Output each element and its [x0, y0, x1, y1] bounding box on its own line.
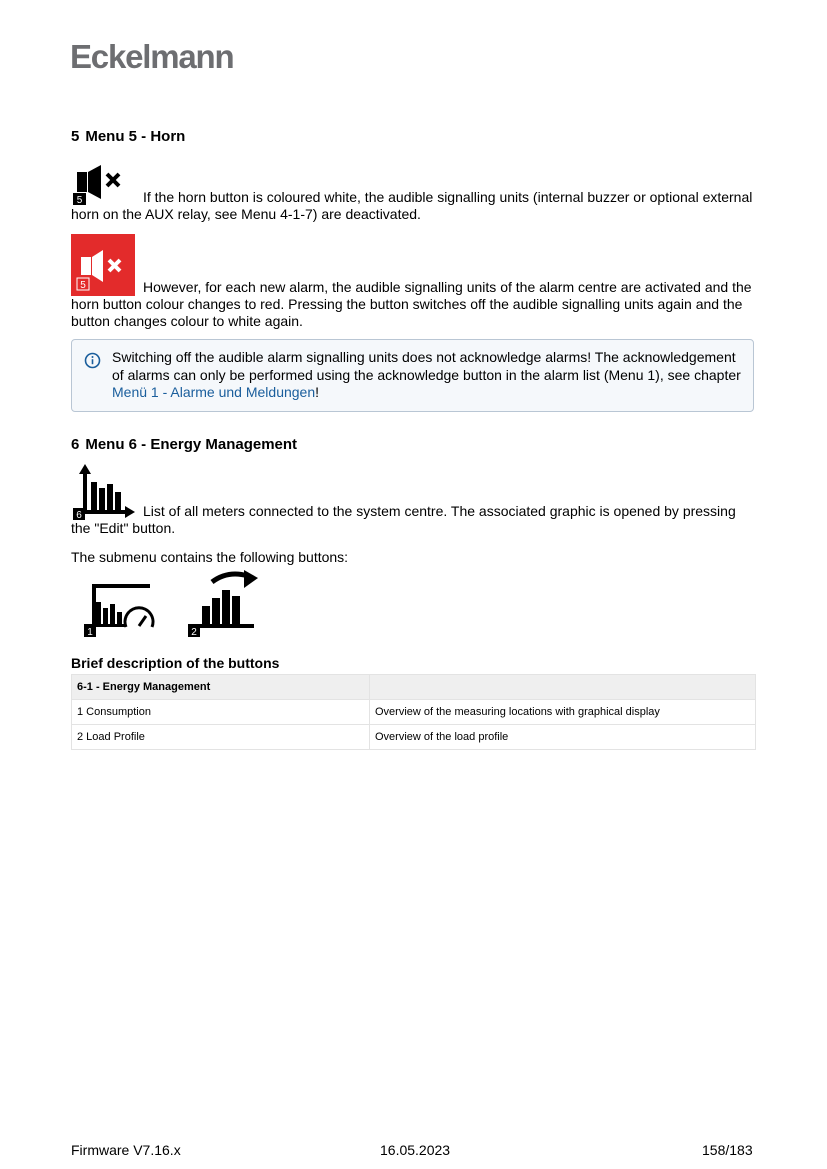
table-row [72, 725, 756, 750]
horn-red-icon [71, 234, 135, 296]
footer-date: 16.05.2023 [380, 1142, 451, 1158]
table-cell: 1 Consumption [72, 700, 370, 725]
energy-text: List of all meters connected to the system centre. The associated graphic is opened by pressing the "Edit" button. [71, 503, 736, 536]
energy-paragraph [71, 464, 757, 537]
table-cell: Overview of the measuring locations with graphical display [370, 700, 756, 725]
footer-page-number: 158/183 [702, 1142, 753, 1158]
note-text-before: Switching off the audible alarm signalling units does not acknowledge alarms! The acknowledgement of alarms can only be performed using the acknowledge button in the alarm list (Menu 1), see chapter [112, 349, 741, 383]
energy-bar-chart-icon [71, 464, 135, 520]
note-text [112, 349, 742, 402]
table-header-cell [370, 675, 756, 700]
section-number: 6 [71, 436, 80, 453]
info-note [71, 339, 754, 412]
section-number: 5 [71, 128, 80, 145]
brand-logo: Eckelmann [70, 38, 234, 75]
table-title: Brief description of the buttons [71, 655, 280, 671]
chapter-link[interactable]: Menü 1 - Alarme und Meldungen [112, 384, 316, 400]
horn-muted-icon [71, 164, 135, 206]
horn-red-paragraph [71, 234, 757, 330]
horn-white-text: If the horn button is coloured white, the audible signalling units (internal buzzer or optional external horn on the AUX relay, see Menu 4-1-7) are deactivated. [71, 189, 753, 222]
badge-number: 2 [191, 627, 197, 638]
note-text-after: ! [315, 384, 320, 400]
footer-firmware: Firmware V7.16.x [71, 1142, 181, 1158]
horn-white-paragraph [71, 164, 757, 223]
info-icon [84, 352, 101, 372]
submenu-intro: The submenu contains the following buttons: [71, 549, 349, 565]
button-description-table [71, 674, 756, 750]
table-row [72, 700, 756, 725]
table-header-cell: 6-1 - Energy Management [72, 675, 370, 700]
load-profile-icon [188, 570, 260, 641]
section-6-heading [71, 436, 297, 453]
horn-red-text: However, for each new alarm, the audible signalling units of the alarm centre are activated and the horn button colour changes to red. Pressing the button switches off the audible signalling units again and the button changes colour to white again. [71, 279, 752, 329]
section-5-heading [71, 128, 185, 145]
badge-number: 5 [76, 195, 83, 206]
table-cell: Overview of the load profile [370, 725, 756, 750]
consumption-meter-icon [84, 580, 156, 641]
badge-number: 1 [87, 627, 93, 638]
section-title: Menu 6 - Energy Management [85, 436, 298, 453]
section-title: Menu 5 - Horn [85, 128, 186, 145]
table-cell: 2 Load Profile [72, 725, 370, 750]
table-header-row [72, 675, 756, 700]
badge-number: 6 [76, 510, 82, 520]
badge-number: 5 [80, 280, 86, 291]
